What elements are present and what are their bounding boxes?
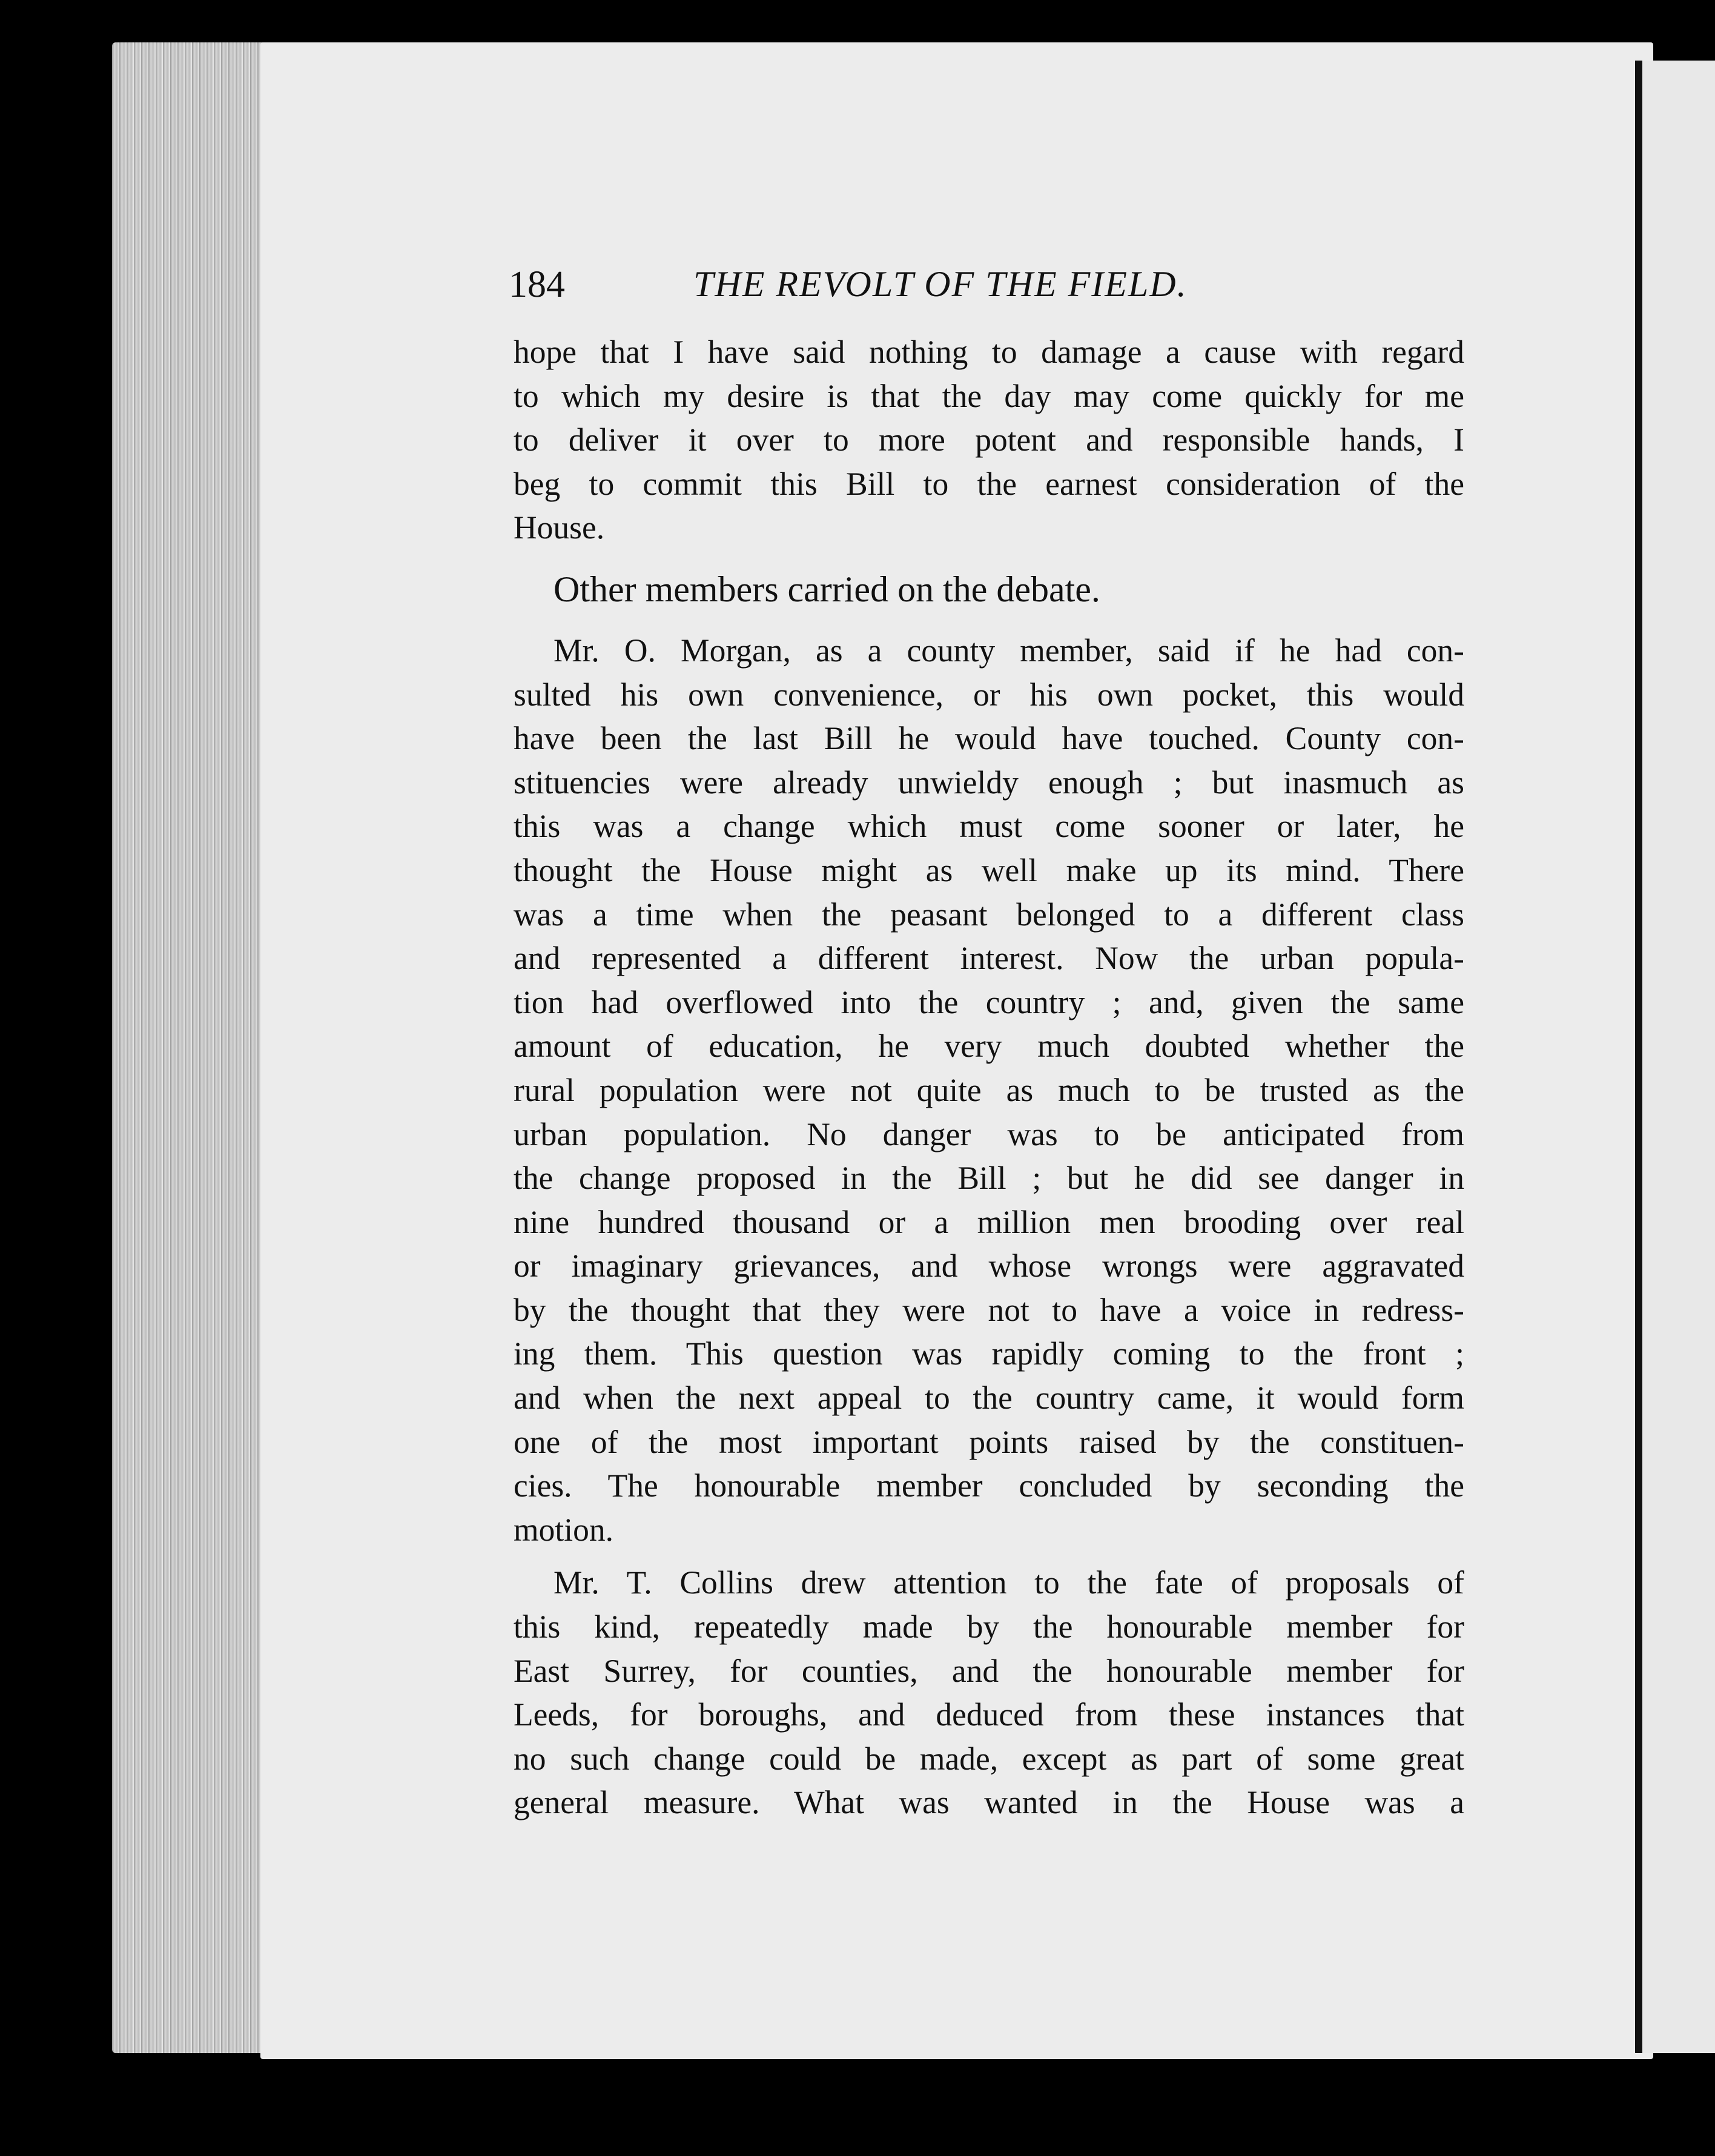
text-line: this was a change which must come sooner or later, he — [514, 808, 1464, 845]
text-line: Mr. O. Morgan, as a county member, said if he had con- — [553, 632, 1464, 669]
text-line: or imaginary grievances, and whose wrongs were aggravated — [514, 1248, 1464, 1285]
paragraph-continuation — [514, 330, 1464, 550]
text-line: the change proposed in the Bill ; but he did see danger in — [514, 1160, 1464, 1197]
text-line: by the thought that they were not to have a voice in redress- — [514, 1291, 1464, 1328]
paragraph-collins — [514, 1561, 1464, 1825]
text-line: House. — [514, 509, 605, 546]
text-line: have been the last Bill he would have touched. County con- — [514, 720, 1464, 757]
text-line: Leeds, for boroughs, and deduced from these instances that — [514, 1696, 1464, 1733]
paragraph-debate-note — [514, 565, 1464, 613]
text-line: general measure. What was wanted in the House was a — [514, 1784, 1464, 1821]
text-line: sulted his own convenience, or his own pocket, this would — [514, 676, 1464, 713]
text-line: ing them. This question was rapidly coming to the front ; — [514, 1335, 1464, 1372]
text-line: urban population. No danger was to be anticipated from — [514, 1116, 1464, 1152]
text-line: to which my desire is that the day may come quickly for me — [514, 377, 1464, 414]
text-line: stituencies were already unwieldy enough ; but inasmuch as — [514, 764, 1464, 801]
facing-page-edge — [1642, 61, 1715, 2053]
text-line: cies. The honourable member concluded by seconding the — [514, 1467, 1464, 1504]
text-line: Mr. T. Collins drew attention to the fate of proposals of — [553, 1564, 1464, 1601]
text-line: hope that I have said nothing to damage a cause with regard — [514, 334, 1464, 370]
text-line: rural population were not quite as much to be trusted as the — [514, 1071, 1464, 1108]
text-line: and represented a different interest. Now the urban popula- — [514, 940, 1464, 977]
text-line: thought the House might as well make up its mind. There — [514, 851, 1464, 888]
text-line: one of the most important points raised by the constituen- — [514, 1423, 1464, 1460]
page-header — [509, 257, 1314, 318]
body-text — [514, 330, 1464, 1825]
text-line: beg to commit this Bill to the earnest consideration of the — [514, 465, 1464, 502]
text-line: East Surrey, for counties, and the honourable member for — [514, 1652, 1464, 1689]
text-line: nine hundred thousand or a million men brooding over real — [514, 1203, 1464, 1240]
text-line: Other members carried on the debate. — [553, 569, 1100, 609]
text-line: tion had overflowed into the country ; and, given the same — [514, 984, 1464, 1020]
text-line: motion. — [514, 1511, 613, 1548]
text-line: this kind, repeatedly made by the honourable member for — [514, 1609, 1464, 1645]
paragraph-morgan — [514, 629, 1464, 1552]
page-number: 184 — [509, 264, 565, 305]
text-line: and when the next appeal to the country came, it would form — [514, 1380, 1464, 1417]
running-title: THE REVOLT OF THE FIELD. — [693, 264, 1188, 304]
text-line: amount of education, he very much doubted whether the — [514, 1028, 1464, 1065]
text-line: no such change could be made, except as part of some great — [514, 1740, 1464, 1777]
text-line: to deliver it over to more potent and responsible hands, I — [514, 422, 1464, 458]
text-line: was a time when the peasant belonged to a different class — [514, 896, 1464, 933]
